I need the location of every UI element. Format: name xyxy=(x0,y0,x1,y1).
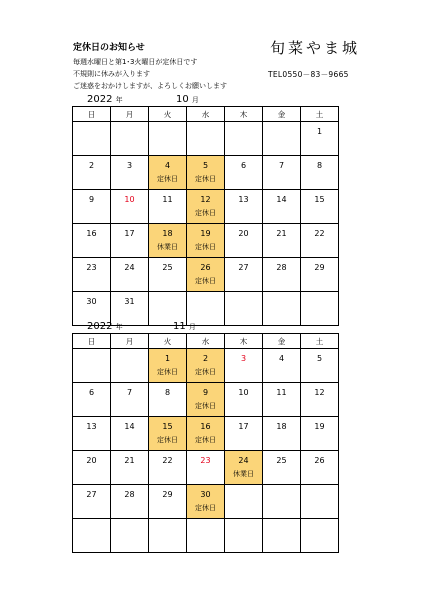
day-number: 28 xyxy=(124,490,135,499)
day-number: 4 xyxy=(278,354,285,363)
calendar-day-cell xyxy=(187,224,225,258)
calendar-day-cell xyxy=(149,485,187,519)
calendar-day-cell xyxy=(187,156,225,190)
day-number: 21 xyxy=(124,456,135,465)
day-number: 30 xyxy=(200,490,211,499)
day-number: 22 xyxy=(162,456,173,465)
calendar-day-cell xyxy=(301,451,339,485)
calendar-week-row xyxy=(73,383,339,417)
calendar-day-cell xyxy=(301,383,339,417)
day-number: 16 xyxy=(200,422,211,431)
calendar-day-cell xyxy=(263,349,301,383)
calendar-empty-cell xyxy=(111,122,149,156)
closed-day-label: 定休日 xyxy=(195,504,216,512)
calendar-day-cell xyxy=(73,258,111,292)
notice-title: 定休日のお知らせ xyxy=(73,43,145,53)
calendar-day-cell xyxy=(149,451,187,485)
calendar-empty-cell xyxy=(263,519,301,553)
calendar-week-row xyxy=(73,156,339,190)
calendar-day-cell xyxy=(73,190,111,224)
notice-line-1: 毎週水曜日と第1･3火曜日が定休日です xyxy=(73,58,198,66)
calendar-empty-cell xyxy=(225,519,263,553)
calendar-empty-cell xyxy=(301,292,339,326)
calendar-day-cell xyxy=(301,258,339,292)
calendar-day-cell xyxy=(149,383,187,417)
day-number: 26 xyxy=(314,456,325,465)
calendar-empty-cell xyxy=(149,519,187,553)
day-number: 13 xyxy=(238,195,249,204)
weekday-header: 月 xyxy=(111,107,149,122)
day-number: 8 xyxy=(164,388,171,397)
calendar-day-cell xyxy=(225,156,263,190)
day-number: 31 xyxy=(124,297,135,306)
day-number: 24 xyxy=(124,263,135,272)
day-number: 17 xyxy=(238,422,249,431)
weekday-header: 火 xyxy=(149,334,187,349)
calendar-day-cell xyxy=(187,258,225,292)
closed-day-label: 定休日 xyxy=(157,436,178,444)
closed-day-label: 休業日 xyxy=(233,470,254,478)
calendar-day-cell xyxy=(187,190,225,224)
weekday-header: 木 xyxy=(225,107,263,122)
day-number: 23 xyxy=(86,263,97,272)
weekday-header: 水 xyxy=(187,334,225,349)
calendar-november xyxy=(72,333,339,553)
calendar-day-cell xyxy=(149,156,187,190)
calendar-day-cell xyxy=(263,156,301,190)
calendar-empty-cell xyxy=(187,122,225,156)
calendar-empty-cell xyxy=(301,519,339,553)
calendar-empty-cell xyxy=(111,519,149,553)
calendar-day-cell xyxy=(73,485,111,519)
day-number: 7 xyxy=(278,161,285,170)
day-number: 13 xyxy=(86,422,97,431)
weekday-header: 火 xyxy=(149,107,187,122)
closed-day-label: 定休日 xyxy=(195,243,216,251)
day-number: 15 xyxy=(314,195,325,204)
day-number: 23 xyxy=(200,456,211,465)
weekday-header: 木 xyxy=(225,334,263,349)
day-number: 1 xyxy=(164,354,171,363)
calendar-day-cell xyxy=(263,190,301,224)
calendar-empty-cell xyxy=(149,122,187,156)
day-number: 29 xyxy=(314,263,325,272)
day-number: 25 xyxy=(276,456,287,465)
calendar-day-cell xyxy=(111,485,149,519)
calendar-day-cell xyxy=(187,451,225,485)
calendar-empty-cell xyxy=(73,122,111,156)
calendar-day-cell xyxy=(149,224,187,258)
calendar-year: 2022 年 xyxy=(87,94,123,105)
day-number: 5 xyxy=(202,161,209,170)
notice-line-3: ご迷惑をおかけしますが、よろしくお願いします xyxy=(73,82,227,90)
calendar-empty-cell xyxy=(263,292,301,326)
calendar-empty-cell xyxy=(301,485,339,519)
calendar-day-cell xyxy=(111,417,149,451)
day-number: 27 xyxy=(86,490,97,499)
day-number: 28 xyxy=(276,263,287,272)
closed-day-label: 定休日 xyxy=(157,175,178,183)
calendar-day-cell xyxy=(73,383,111,417)
day-number: 18 xyxy=(162,229,173,238)
calendar-empty-cell xyxy=(263,122,301,156)
weekday-header: 水 xyxy=(187,107,225,122)
calendar-day-cell xyxy=(111,190,149,224)
day-number: 24 xyxy=(238,456,249,465)
day-number: 5 xyxy=(316,354,323,363)
day-number: 2 xyxy=(88,161,95,170)
weekday-header: 日 xyxy=(73,107,111,122)
day-number: 14 xyxy=(276,195,287,204)
calendar-day-cell xyxy=(225,383,263,417)
calendar-week-row xyxy=(73,122,339,156)
day-number: 30 xyxy=(86,297,97,306)
day-number: 12 xyxy=(200,195,211,204)
closed-day-label: 定休日 xyxy=(195,436,216,444)
calendar-day-cell xyxy=(301,224,339,258)
calendar-day-cell xyxy=(187,383,225,417)
calendar-day-cell xyxy=(149,417,187,451)
day-number: 19 xyxy=(200,229,211,238)
day-number: 25 xyxy=(162,263,173,272)
calendar-day-cell xyxy=(225,258,263,292)
day-number: 20 xyxy=(86,456,97,465)
day-number: 6 xyxy=(88,388,95,397)
calendar-day-cell xyxy=(301,122,339,156)
calendar-day-cell xyxy=(225,190,263,224)
calendar-day-cell xyxy=(149,349,187,383)
calendar-day-cell xyxy=(263,224,301,258)
calendar-week-row xyxy=(73,451,339,485)
calendar-week-row xyxy=(73,417,339,451)
calendar-empty-cell xyxy=(73,519,111,553)
calendar-day-cell xyxy=(263,417,301,451)
day-number: 16 xyxy=(86,229,97,238)
day-number: 8 xyxy=(316,161,323,170)
calendar-empty-cell xyxy=(225,485,263,519)
calendar-week-row xyxy=(73,190,339,224)
weekday-header: 土 xyxy=(301,334,339,349)
day-number: 2 xyxy=(202,354,209,363)
calendar-empty-cell xyxy=(73,349,111,383)
day-number: 14 xyxy=(124,422,135,431)
calendar-day-cell xyxy=(301,349,339,383)
weekday-header: 日 xyxy=(73,334,111,349)
calendar-month: 10 月 xyxy=(176,94,199,105)
day-number: 12 xyxy=(314,388,325,397)
calendar-day-cell xyxy=(111,383,149,417)
calendar-week-row xyxy=(73,349,339,383)
day-number: 11 xyxy=(162,195,173,204)
closed-day-label: 休業日 xyxy=(157,243,178,251)
day-number: 10 xyxy=(124,195,135,204)
day-number: 15 xyxy=(162,422,173,431)
closed-day-label: 定休日 xyxy=(157,368,178,376)
calendar-month: 11 月 xyxy=(173,321,196,332)
day-number: 11 xyxy=(276,388,287,397)
calendar-october xyxy=(72,106,339,326)
day-number: 6 xyxy=(240,161,247,170)
calendar-empty-cell xyxy=(225,122,263,156)
calendar-day-cell xyxy=(111,156,149,190)
calendar-day-cell xyxy=(301,417,339,451)
calendar-day-cell xyxy=(187,485,225,519)
day-number: 9 xyxy=(202,388,209,397)
calendar-day-cell xyxy=(225,224,263,258)
closed-day-label: 定休日 xyxy=(195,277,216,285)
calendar-day-cell xyxy=(263,451,301,485)
calendar-week-row xyxy=(73,519,339,553)
calendar-day-cell xyxy=(111,451,149,485)
day-number: 29 xyxy=(162,490,173,499)
calendar-day-cell xyxy=(73,224,111,258)
calendar-week-row xyxy=(73,258,339,292)
day-number: 17 xyxy=(124,229,135,238)
day-number: 3 xyxy=(126,161,133,170)
weekday-header: 月 xyxy=(111,334,149,349)
calendar-week-row xyxy=(73,224,339,258)
closed-day-label: 定休日 xyxy=(195,402,216,410)
calendar-empty-cell xyxy=(187,519,225,553)
day-number: 20 xyxy=(238,229,249,238)
calendar-day-cell xyxy=(111,258,149,292)
day-number: 21 xyxy=(276,229,287,238)
calendar-day-cell xyxy=(225,451,263,485)
day-number: 1 xyxy=(316,127,323,136)
closed-day-label: 定休日 xyxy=(195,175,216,183)
calendar-day-cell xyxy=(301,156,339,190)
closed-day-label: 定休日 xyxy=(195,368,216,376)
day-number: 9 xyxy=(88,195,95,204)
day-number: 18 xyxy=(276,422,287,431)
calendar-week-row xyxy=(73,485,339,519)
day-number: 27 xyxy=(238,263,249,272)
calendar-day-cell xyxy=(187,349,225,383)
day-number: 3 xyxy=(240,354,247,363)
calendar-day-cell xyxy=(73,451,111,485)
closed-day-label: 定休日 xyxy=(195,209,216,217)
day-number: 7 xyxy=(126,388,133,397)
calendar-day-cell xyxy=(225,417,263,451)
calendar-day-cell xyxy=(73,417,111,451)
phone-number: TEL0550－83－9665 xyxy=(268,70,349,79)
day-number: 4 xyxy=(164,161,171,170)
day-number: 22 xyxy=(314,229,325,238)
calendar-day-cell xyxy=(301,190,339,224)
day-number: 26 xyxy=(200,263,211,272)
calendar-day-cell xyxy=(149,258,187,292)
calendar-empty-cell xyxy=(111,349,149,383)
calendar-year: 2022 年 xyxy=(87,321,123,332)
notice-line-2: 不規則に休みが入ります xyxy=(73,70,150,78)
calendar-day-cell xyxy=(73,156,111,190)
weekday-header: 金 xyxy=(263,107,301,122)
weekday-header: 土 xyxy=(301,107,339,122)
calendar-empty-cell xyxy=(225,292,263,326)
calendar-day-cell xyxy=(263,383,301,417)
calendar-day-cell xyxy=(225,349,263,383)
shop-name: 旬菜やま城 xyxy=(270,39,361,57)
day-number: 10 xyxy=(238,388,249,397)
calendar-day-cell xyxy=(187,417,225,451)
day-number: 19 xyxy=(314,422,325,431)
calendar-day-cell xyxy=(111,224,149,258)
calendar-empty-cell xyxy=(263,485,301,519)
calendar-day-cell xyxy=(149,190,187,224)
weekday-header: 金 xyxy=(263,334,301,349)
calendar-day-cell xyxy=(263,258,301,292)
